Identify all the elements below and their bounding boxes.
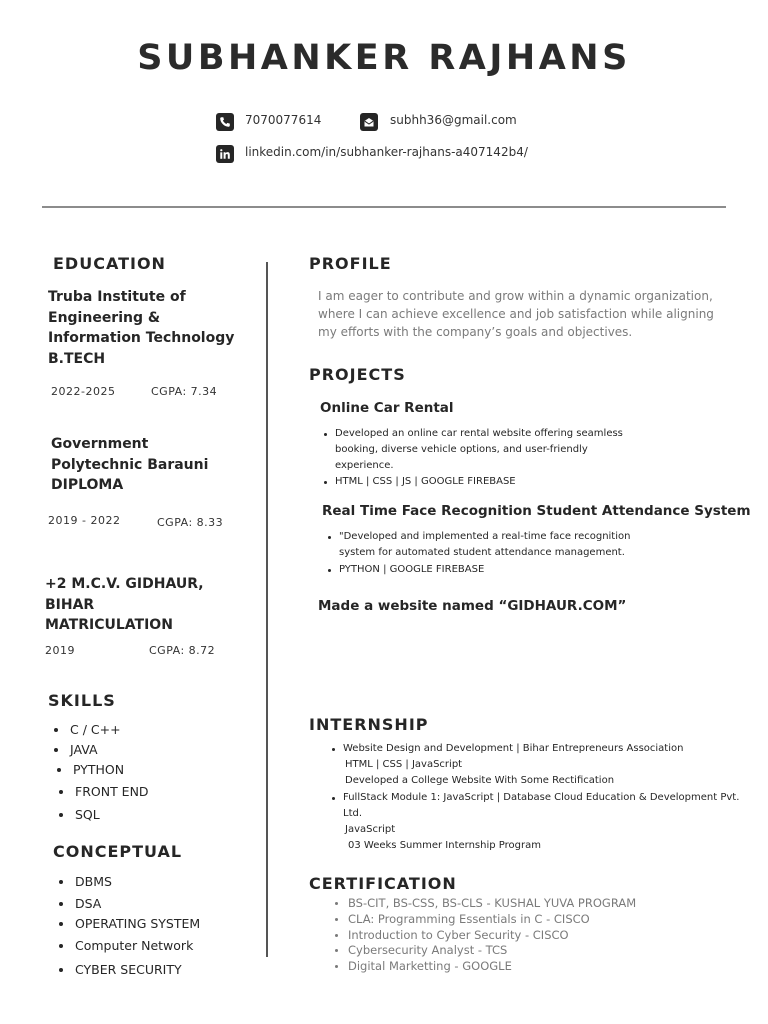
conceptual-item: DBMS [75, 874, 112, 889]
education-cgpa: CGPA: 8.72 [149, 644, 216, 657]
school-name: +2 M.C.V. GIDHAUR, [45, 576, 204, 592]
profile-line: I am eager to contribute and grow within a dynamic organization, [318, 289, 713, 303]
project-detail: experience. [335, 460, 394, 471]
internship-detail: Website Design and Development | Bihar Entrepreneurs Association [343, 741, 683, 757]
internship-detail: FullStack Module 1: JavaScript | Database Cloud Education & Development Pvt. [343, 790, 739, 806]
skills-heading: SKILLS [48, 691, 116, 710]
skill-item: FRONT END [75, 784, 149, 799]
internship-detail: Ltd. [343, 808, 363, 819]
education-years: 2022-2025 [51, 385, 116, 398]
profile-line: where I can achieve excellence and job satisfaction while aligning [318, 307, 714, 321]
skill-item: SQL [75, 807, 100, 822]
conceptual-heading: CONCEPTUAL [53, 842, 183, 861]
project-tech: PYTHON | GOOGLE FIREBASE [339, 562, 484, 578]
conceptual-item: Computer Network [75, 938, 194, 953]
internship-detail: JavaScript [345, 824, 396, 835]
conceptual-item: DSA [75, 896, 102, 911]
certification-item: Introduction to Cyber Security - CISCO [348, 928, 569, 942]
phone-number[interactable]: 7070077614 [245, 113, 322, 127]
conceptual-item: CYBER SECURITY [75, 962, 182, 977]
phone-icon [216, 113, 234, 131]
education-years: 2019 - 2022 [48, 514, 121, 527]
internship-detail: HTML | CSS | JavaScript [345, 759, 463, 770]
project-detail: "Developed and implemented a real-time face recognition [339, 529, 630, 545]
certification-item: Digital Marketting - GOOGLE [348, 959, 512, 973]
school-name: Polytechnic Barauni [51, 456, 209, 473]
certification-item: BS-CIT, BS-CSS, BS-CLS - KUSHAL YUVA PROGRAM [348, 896, 637, 910]
header-divider [42, 206, 726, 208]
linkedin-url[interactable]: linkedin.com/in/subhanker-rajhans-a407142b4/ [245, 145, 528, 159]
certification-item: Cybersecurity Analyst - TCS [348, 943, 508, 957]
project-detail: Developed an online car rental website offering seamless [335, 426, 623, 442]
internship-heading: INTERNSHIP [309, 715, 429, 734]
education-cgpa: CGPA: 7.34 [151, 385, 218, 398]
education-entry-diploma [51, 434, 208, 496]
profile-heading: PROFILE [309, 254, 392, 273]
column-divider [266, 262, 268, 957]
school-name: Information Technology [48, 330, 235, 346]
degree-name: DIPLOMA [51, 477, 124, 493]
internship-detail: Developed a College Website With Some Rectification [345, 775, 615, 786]
linkedin-icon [216, 145, 234, 163]
email-icon [360, 113, 378, 131]
certification-heading: CERTIFICATION [309, 874, 457, 893]
skill-item: JAVA [70, 742, 98, 757]
project-title: Made a website named “GIDHAUR.COM” [318, 598, 627, 614]
education-entry-matriculation [45, 574, 204, 636]
education-years: 2019 [45, 644, 75, 657]
degree-name: B.TECH [48, 350, 106, 367]
projects-heading: PROJECTS [309, 365, 406, 384]
email-address[interactable]: subhh36@gmail.com [390, 113, 517, 127]
candidate-name: SUBHANKER RAJHANS [137, 38, 631, 78]
internship-detail: 03 Weeks Summer Internship Program [348, 840, 541, 851]
skill-item: C / C++ [70, 722, 121, 737]
conceptual-item: OPERATING SYSTEM [75, 916, 201, 931]
skill-item: PYTHON [73, 762, 125, 777]
project-detail: booking, diverse vehicle options, and user-friendly [335, 444, 588, 455]
profile-summary [318, 287, 738, 341]
education-heading: EDUCATION [53, 254, 166, 273]
school-name: Truba Institute of [48, 289, 186, 305]
education-entry-btech [48, 287, 234, 369]
certification-item: CLA: Programming Essentials in C - CISCO [348, 912, 590, 926]
project-detail: system for automated student attendance management. [339, 547, 625, 558]
profile-line: my efforts with the company’s goals and objectives. [318, 325, 633, 339]
school-name: Engineering & [48, 309, 161, 326]
school-name: Government [51, 436, 149, 452]
school-name: BIHAR [45, 596, 95, 613]
project-title: Online Car Rental [320, 400, 454, 416]
education-cgpa: CGPA: 8.33 [157, 516, 224, 529]
degree-name: MATRICULATION [45, 617, 173, 633]
project-tech: HTML | CSS | JS | GOOGLE FIREBASE [335, 474, 516, 490]
project-title: Real Time Face Recognition Student Attendance System [322, 503, 751, 519]
